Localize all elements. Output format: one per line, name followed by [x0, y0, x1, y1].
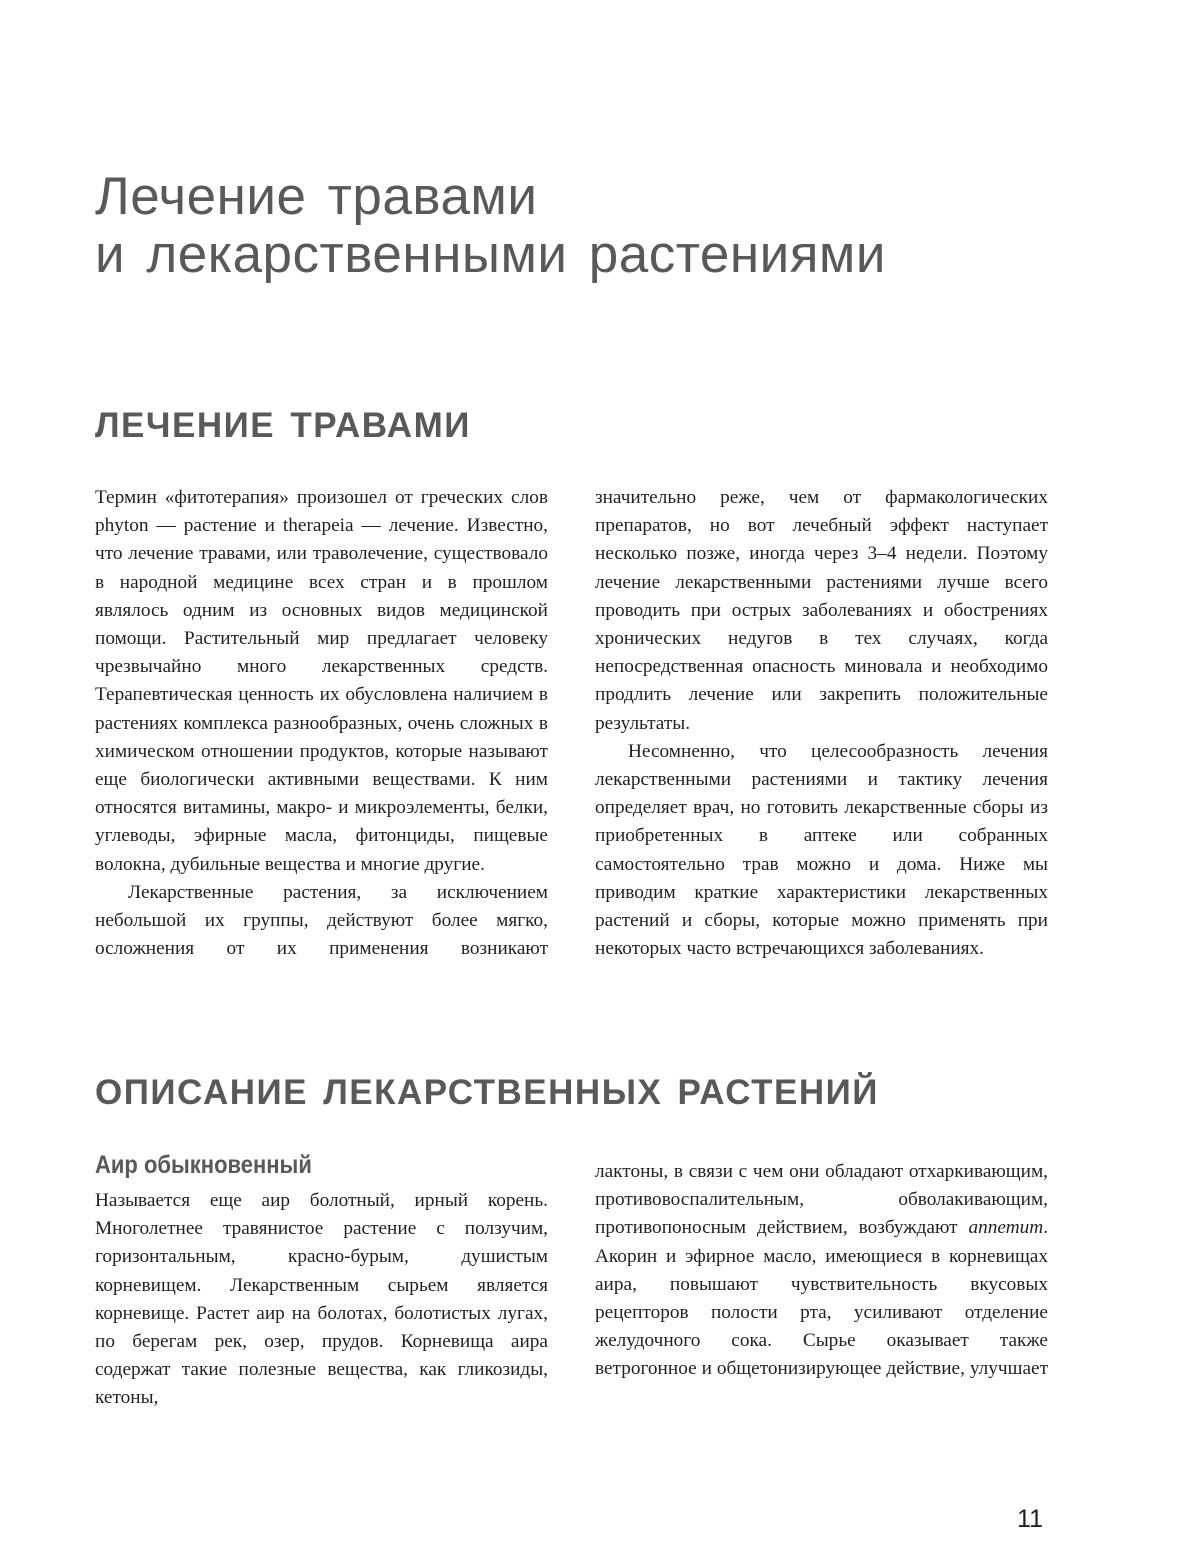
paragraph: Называется еще аир болотный, ирный корень. Многолетнее травянистое растение с ползучим, горизонтальным, красно-бурым, душистым корневищем. Лекарственным сырьем является корневище. Растет аир на болотах, болотистых лугах, по берегам рек, озер, прудов. Корневища аира содержат такие полезные вещества, как гликозиды, кетоны, [95, 1190, 548, 1409]
text-run: . Акорин и эфирное масло, имеющиеся в корневищах аира, повышают чувствительность вкусовых рецепторов полости рта, усиливают отделение желудочного сока. Сырье оказывает также ветрогонное и общетонизирующее действие, улучшает [595, 1217, 1049, 1380]
paragraph: Лекарственные растения, за исключением небольшой их группы, действуют более мягко, осложнения от их применения возникают [95, 881, 548, 960]
chapter-title [95, 168, 1095, 284]
paragraph: Несомненно, что целесообразность лечения лекарственными растениями и тактику лечения определяет врач, но готовить лекарственные сборы из приобретенных в аптеке или собранных самостоятельно трав можно и дома. Ниже мы приводим краткие характеристики лекарственных растений и сборы, которые можно применять при некоторых часто встречающихся заболеваниях. [595, 740, 1048, 960]
section2-right-column [595, 1158, 1048, 1384]
section-heading-plant-descriptions: ОПИСАНИЕ ЛЕКАРСТВЕННЫХ РАСТЕНИЙ [95, 1073, 879, 1112]
text-run: лактоны, в связи с чем они обладают отхаркивающим, противовоспалительным, обволакивающим, противопоносным действием, возбуждают [595, 1161, 1048, 1239]
section2-left-column [95, 1187, 548, 1413]
chapter-title-line-1: Лечение травами [95, 167, 538, 226]
paragraph [595, 1158, 1048, 1384]
section1-left-column [95, 484, 548, 963]
paragraph: значительно реже, чем от фармакологических препаратов, но вот лечебный эффект наступает несколько позже, иногда через 3–4 недели. Поэтому лечение лекарственными растениями лучше всего проводить при острых заболеваниях и обострениях хронических недугов в тех случаях, когда непосредственная опасность миновала и необходимо продлить лечение или закрепить положительные результаты. [595, 487, 1048, 734]
chapter-title-line-2: и лекарственными растениями [95, 225, 886, 284]
page-number: 11 [1017, 1505, 1043, 1533]
paragraph: Термин «фитотерапия» произошел от греческих слов phyton — растение и therapeia — лечение. Известно, что лечение травами, или траволечение, существовало в народной медицине всех стран и в прошлом являлось одним из основных видов медицинской помощи. Растительный мир предлагает человеку чрезвычайно много лекарственных средств. Терапевтическая ценность их обусловлена наличием в растениях комплекса разнообразных, очень сложных в химическом отношении продуктов, которые называют еще биологически активными веществами. К ним относятся витамины, макро- и микроэлементы, белки, углеводы, эфирные масла, фитонциды, пищевые волокна, дубильные вещества и многие другие. [95, 487, 548, 875]
plant-subheading: Аир обыкновенный [95, 1151, 312, 1179]
emphasis-text: аппетит [968, 1217, 1044, 1239]
section-heading-herbal-treatment: ЛЕЧЕНИЕ ТРАВАМИ [95, 406, 471, 445]
section1-right-column [595, 484, 1048, 963]
